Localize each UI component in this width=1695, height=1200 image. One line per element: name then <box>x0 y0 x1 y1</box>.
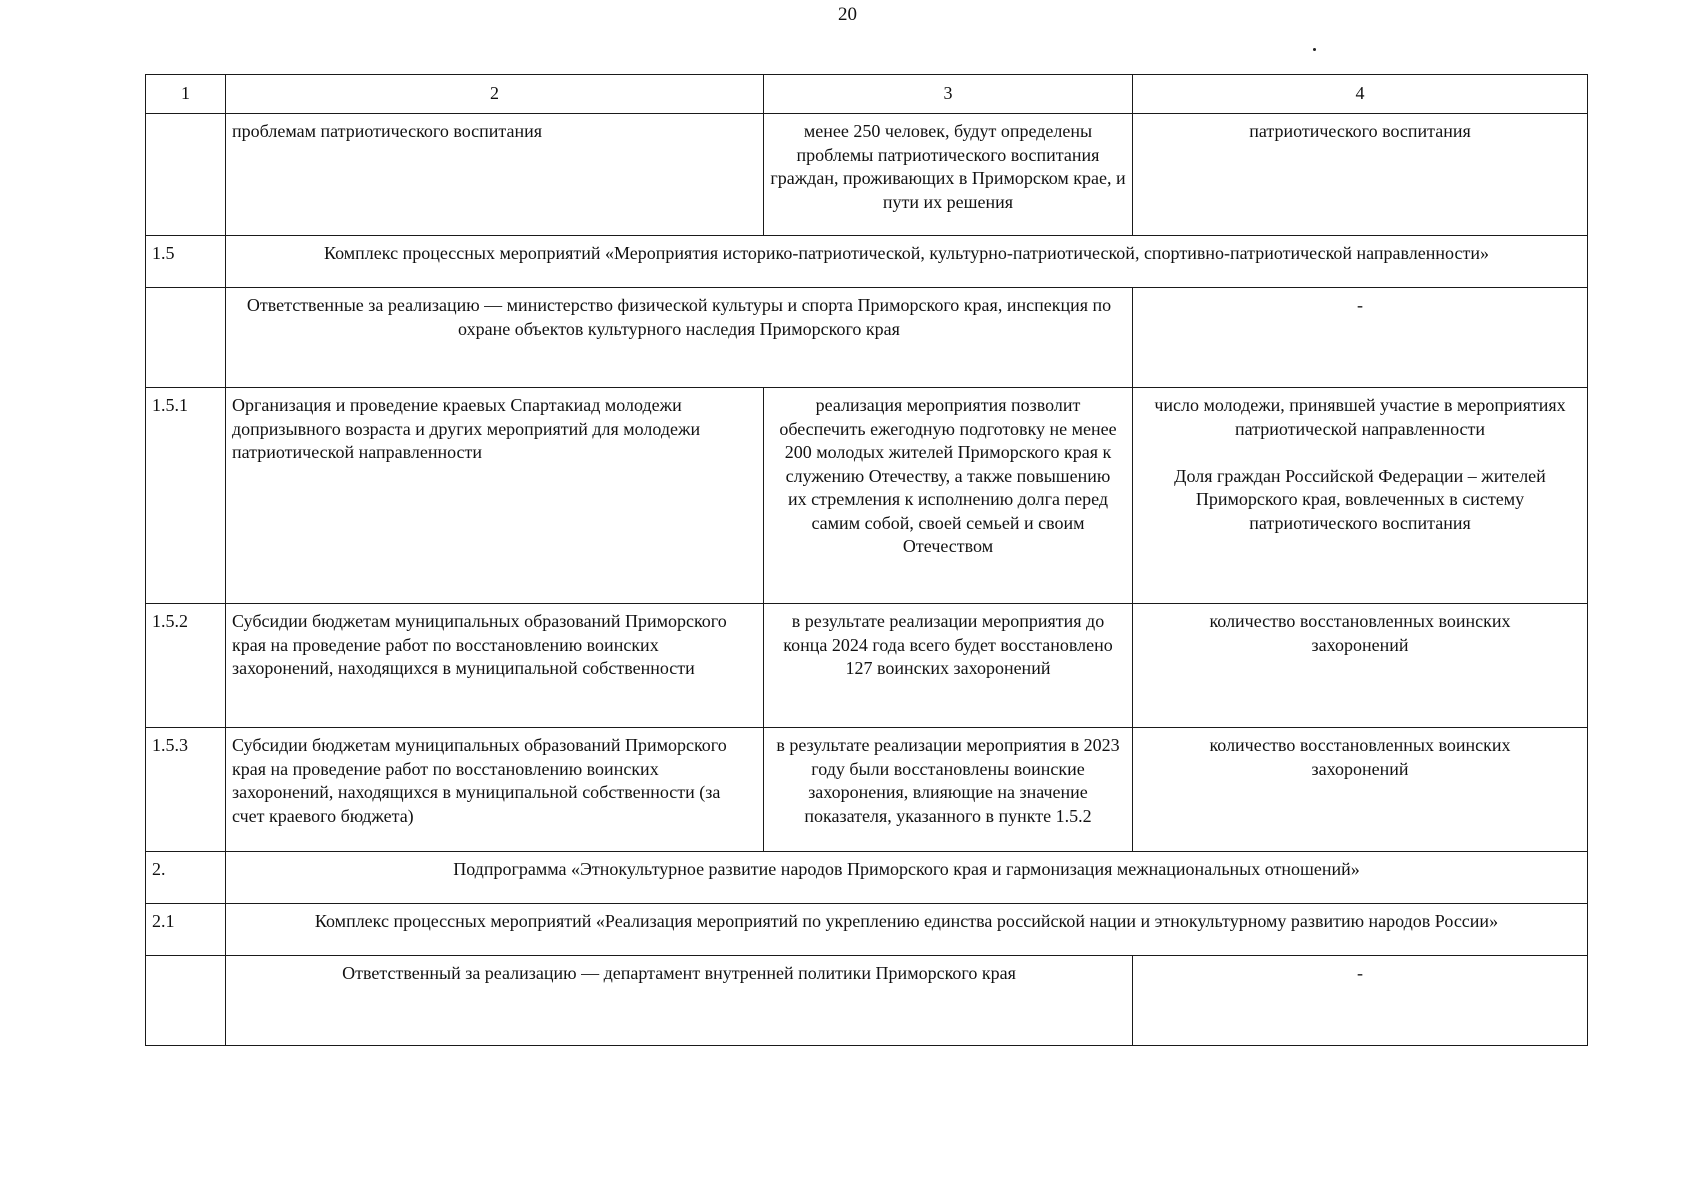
measure-name: Субсидии бюджетам муниципальных образований Приморского края на проведение работ по восстановлению воинских захоронений, находящихся в муниципальной собственности (за счет краевого бюджета) <box>226 728 764 852</box>
row-number <box>146 114 226 236</box>
row-number: 2.1 <box>146 904 226 956</box>
measure-name: Субсидии бюджетам муниципальных образований Приморского края на проведение работ по восстановлению воинских захоронений, находящихся в муниципальной собственности <box>226 604 764 728</box>
responsible-text: Ответственные за реализацию — министерство физической культуры и спорта Приморского края, инспекция по охране объектов культурного наследия Приморского края <box>226 288 1133 388</box>
measure-result: реализация мероприятия позволит обеспечить ежегодную подготовку не менее 200 молодых жителей Приморского края к служению Отечеству, а также повышению их стремления к исполнению долга перед самим собой, своей семьей и своим Отечеством <box>764 388 1133 604</box>
measure-indicator: количество восстановленных воинских захоронений <box>1133 728 1588 852</box>
row-number: 1.5.1 <box>146 388 226 604</box>
responsible-dash: - <box>1133 956 1588 1046</box>
table-row <box>146 236 1588 288</box>
complex-title: Комплекс процессных мероприятий «Реализация мероприятий по укреплению единства российской нации и этнокультурному развитию народов России» <box>226 904 1588 956</box>
complex-title: Комплекс процессных мероприятий «Мероприятия историко-патриотической, культурно-патриотической, спортивно-патриотической направленности» <box>226 236 1588 288</box>
spacer <box>1139 441 1581 465</box>
row-number <box>146 288 226 388</box>
table-row <box>146 114 1588 236</box>
measure-result: в результате реализации мероприятия до конца 2024 года всего будет восстановлено 127 воинских захоронений <box>764 604 1133 728</box>
table-row <box>146 728 1588 852</box>
measure-name: Организация и проведение краевых Спартакиад молодежи допризывного возраста и других мероприятий для молодежи патриотической направленности <box>226 388 764 604</box>
table-row <box>146 956 1588 1046</box>
table-row <box>146 604 1588 728</box>
measure-indicator <box>1133 388 1588 604</box>
table-row <box>146 288 1588 388</box>
indicator-youth-count: число молодежи, принявшей участие в мероприятиях патриотической направленности <box>1154 395 1566 439</box>
row-number: 1.5.3 <box>146 728 226 852</box>
subprogram-title: Подпрограмма «Этнокультурное развитие народов Приморского края и гармонизация межнациональных отношений» <box>226 852 1588 904</box>
header-cell-3: 3 <box>764 75 1133 114</box>
table-header-row <box>146 75 1588 114</box>
table-row <box>146 388 1588 604</box>
measure-indicator: количество восстановленных воинских захоронений <box>1133 604 1588 728</box>
row-number: 1.5.2 <box>146 604 226 728</box>
program-table <box>145 74 1588 1046</box>
measure-indicator: патриотического воспитания <box>1133 114 1588 236</box>
header-cell-2: 2 <box>226 75 764 114</box>
responsible-text: Ответственный за реализацию — департамент внутренней политики Приморского края <box>226 956 1133 1046</box>
row-number <box>146 956 226 1046</box>
responsible-dash: - <box>1133 288 1588 388</box>
row-number: 2. <box>146 852 226 904</box>
header-cell-1: 1 <box>146 75 226 114</box>
page-number: 20 <box>838 4 857 25</box>
table-row <box>146 904 1588 956</box>
measure-result: в результате реализации мероприятия в 2023 году были восстановлены воинские захоронения, влияющие на значение показателя, указанного в пункте 1.5.2 <box>764 728 1133 852</box>
row-number: 1.5 <box>146 236 226 288</box>
measure-result: менее 250 человек, будут определены проблемы патриотического воспитания граждан, проживающих в Приморском крае, и пути их решения <box>764 114 1133 236</box>
scan-speck <box>1313 48 1316 51</box>
table-row <box>146 852 1588 904</box>
indicator-citizens-share: Доля граждан Российской Федерации – жителей Приморского края, вовлеченных в систему патриотического воспитания <box>1174 465 1546 533</box>
measure-name: проблемам патриотического воспитания <box>226 114 764 236</box>
header-cell-4: 4 <box>1133 75 1588 114</box>
